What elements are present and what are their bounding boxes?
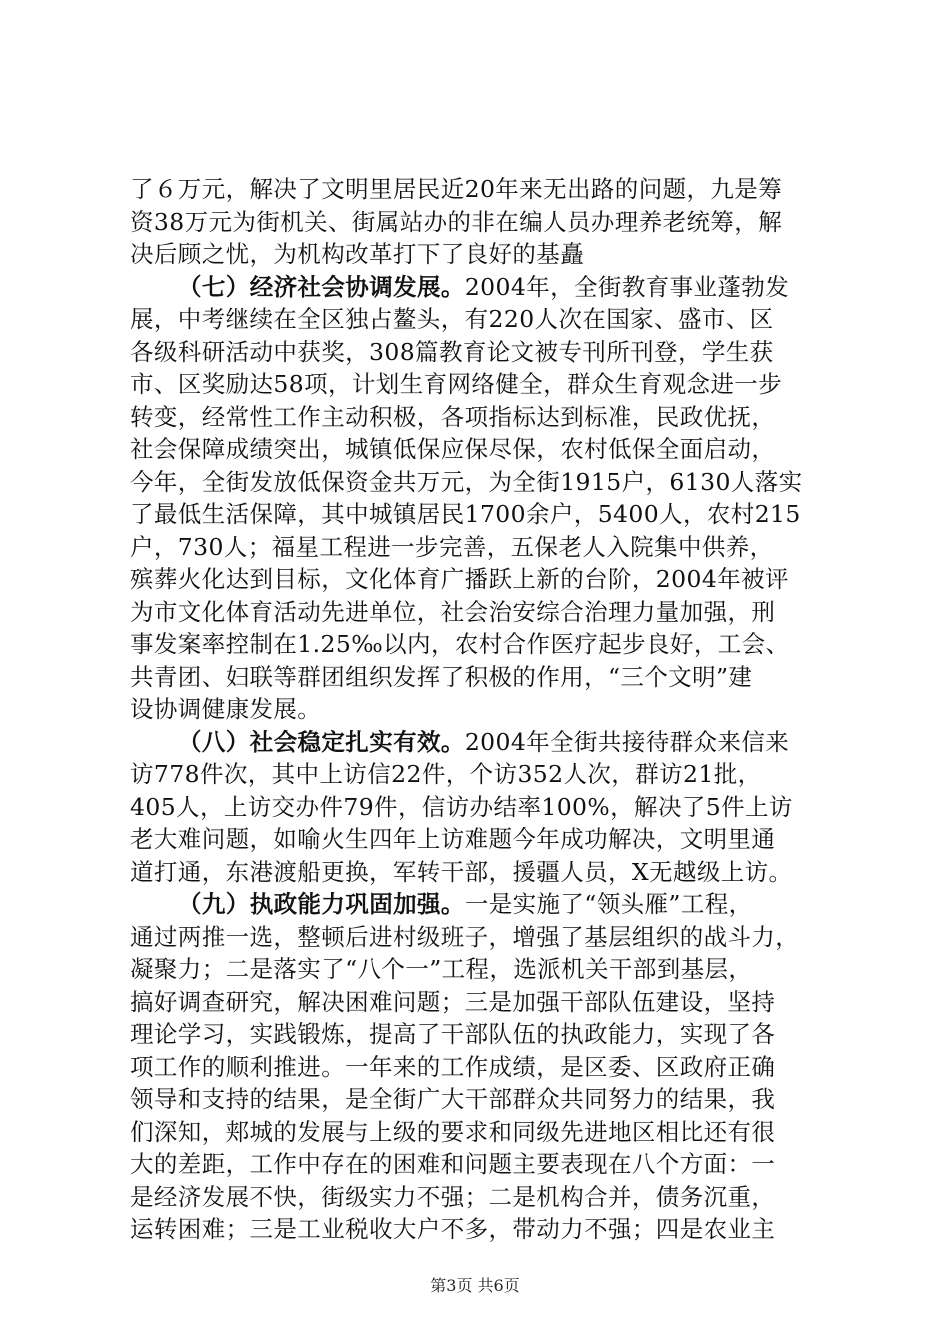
page-footer <box>0 1273 950 1296</box>
document-body <box>130 173 830 1246</box>
section-heading: （七）经济社会协调发展。 <box>178 272 465 301</box>
text-line: 决后顾之忧，为机构改革打下了良好的基矗 <box>130 240 585 268</box>
text-line: 展，中考继续在全区独占鳌头，有220人次在国家、盛市、区 <box>130 305 774 333</box>
text-line: 事发案率控制在1.25‰以内，农村合作医疗起步良好，工会、 <box>130 630 790 658</box>
text-line: 各级科研活动中获奖，308篇教育论文被专刊所刊登，学生获 <box>130 337 774 366</box>
text-line: 项工作的顺利推进。一年来的工作成绩，是区委、区政府正确 <box>130 1052 776 1081</box>
text-line: 运转困难；三是工业税收大户不多，带动力不强；四是农业主 <box>130 1215 776 1243</box>
text-line: 了６万元，解决了文明里居民近20年来无出路的问题，九是筹 <box>130 175 783 203</box>
text-line: 道打通，东港渡船更换，军转干部，援疆人员，X无越级上访。 <box>130 857 793 886</box>
text-line: 理论学习，实践锻炼，提高了干部队伍的执政能力，实现了各 <box>130 1020 776 1048</box>
text-line: 为市文化体育活动先进单位，社会治安综合治理力量加强，刑 <box>130 597 776 626</box>
text-line: 领导和支持的结果，是全街广大干部群众共同努力的结果，我 <box>130 1085 776 1113</box>
text-line: 今年，全街发放低保资金共万元，为全街1915户，6130人落实 <box>130 467 803 496</box>
paragraph-section-8 <box>130 726 830 889</box>
paragraph-continuation <box>130 173 830 271</box>
text-line: 访778件次，其中上访信22件，个访352人次，群访21批， <box>130 760 762 788</box>
text-line: 了最低生活保障，其中城镇居民1700余户，5400人，农村215 <box>130 500 801 528</box>
text-run: 2004年，全街教育事业蓬勃发 <box>464 272 790 301</box>
text-line: 社会保障成绩突出，城镇低保应保尽保，农村低保全面启动， <box>130 435 776 463</box>
text-line: 大的差距，工作中存在的困难和问题主要表现在八个方面：一 <box>130 1150 776 1178</box>
paragraph-section-7 <box>130 271 830 726</box>
text-line: 户，730人；福星工程进一步完善，五保老人入院集中供养， <box>130 532 774 561</box>
section-heading: （八）社会稳定扎实有效。 <box>178 727 465 756</box>
text-line: 转变，经常性工作主动积极，各项指标达到标准，民政优抚， <box>130 402 776 431</box>
text-run: 2004年全街共接待群众来信来 <box>464 727 790 756</box>
text-line: 老大难问题，如喻火生四年上访难题今年成功解决，文明里通 <box>130 825 776 853</box>
text-line: 共青团、妇联等群团组织发挥了积极的作用，“三个文明”建 <box>130 662 753 691</box>
text-line: 是经济发展不快，街级实力不强；二是机构合并，债务沉重， <box>130 1182 776 1211</box>
text-line: 405人，上访交办件79件，信访办结率100%，解决了5件上访 <box>130 792 793 821</box>
page-number: 第3页 共6页 <box>430 1276 520 1295</box>
text-line <box>130 726 830 759</box>
paragraph-section-9 <box>130 888 830 1246</box>
text-line: 设协调健康发展。 <box>130 695 322 723</box>
text-line <box>130 888 830 921</box>
text-line: 资38万元为街机关、街属站办的非在编人员办理养老统筹，解 <box>130 207 783 236</box>
section-heading: （九）执政能力巩固加强。 <box>178 890 465 918</box>
text-line: 殡葬火化达到目标，文化体育广播跃上新的台阶，2004年被评 <box>130 565 789 593</box>
text-line: 凝聚力；二是落实了“八个一”工程，选派机关干部到基层， <box>130 955 753 983</box>
text-line: 通过两推一选，整顿后进村级班子，增强了基层组织的战斗力， <box>130 922 800 951</box>
text-line: 市、区奖励达58项，计划生育网络健全，群众生育观念进一步 <box>130 370 783 398</box>
text-line: 搞好调查研究，解决困难问题；三是加强干部队伍建设，坚持 <box>130 987 776 1016</box>
text-line: 们深知，郏城的发展与上级的要求和同级先进地区相比还有很 <box>130 1117 776 1146</box>
text-line <box>130 271 830 304</box>
text-run: 一是实施了“领头雁”工程， <box>464 890 753 918</box>
